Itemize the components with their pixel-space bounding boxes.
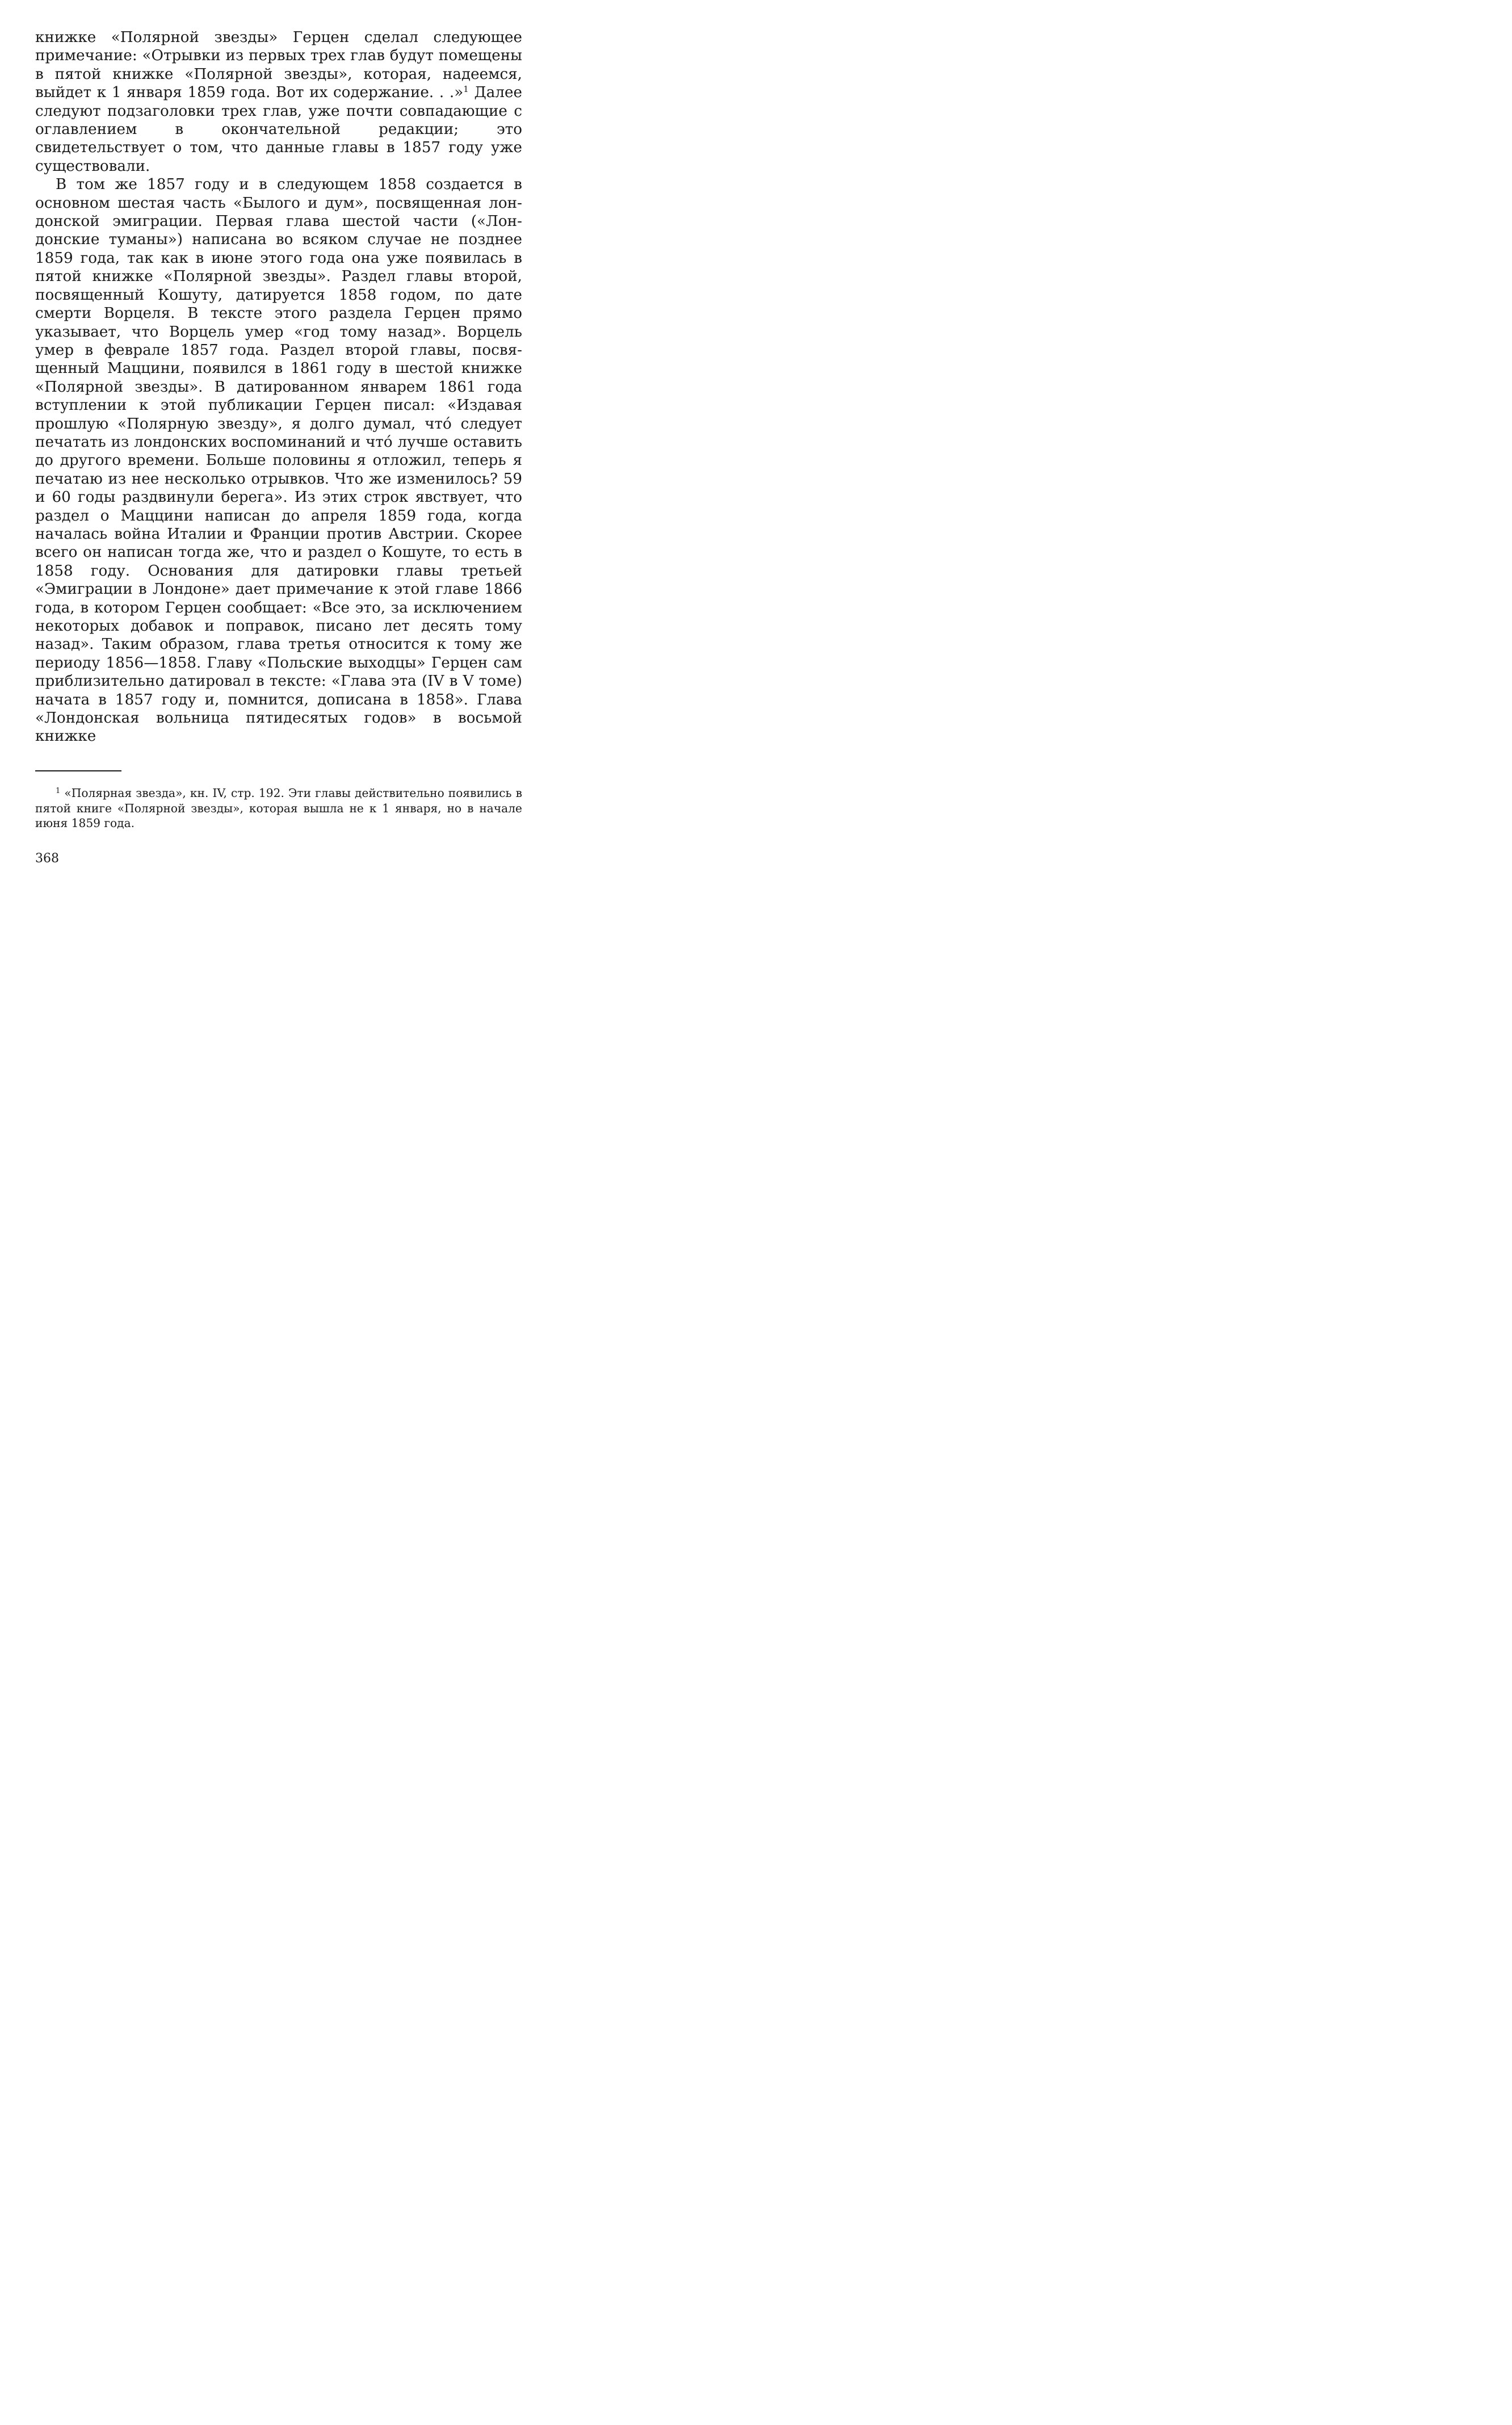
footnote-divider: [35, 770, 121, 771]
footnote-mark: 1: [56, 787, 61, 795]
page-number: 368: [35, 851, 59, 866]
paragraph-1-text-after-ref: Далее следуют подзаголовки трех глав, уже почти совпадающие с оглавлением в окончательной редакции; это свидетельствует о том, что данные главы в 1857 году уже существовали.: [35, 84, 523, 175]
main-text: [35, 28, 522, 746]
document-page: [35, 28, 522, 746]
footnote-reference: 1: [463, 84, 469, 95]
paragraph-2: В том же 1857 году и в следующем 1858 создается в основном шестая часть «Былого и дум», посвященная лондонской эмиграции. Первая глава шестой части («Лондонские туманы») написана во всяком случае не позднее 1859 года, так как в июне этого года она уже появилась в пятой книжке «Полярной звезды». Раздел главы второй, посвященный Кошуту, датируется 1858 годом, по дате смерти Ворцеля. В тексте этого раздела Герцен прямо указывает, что Ворцель умер «год тому назад». Ворцель умер в феврале 1857 года. Раздел второй главы, посвященный Маццини, появился в 1861 году в шестой книжке «Полярной звезды». В датированном январем 1861 года вступлении к этой публикации Герцен писал: «Издавая прошлую «Полярную звезду», я долго думал, что́ следует печатать из лондонских воспоминаний и что́ лучше оставить до другого времени. Больше половины я отложил, теперь я печатаю из нее несколько отрывков. Что же изменилось? 59 и 60 годы раздвинули берега». Из этих строк явствует, что раздел о Маццини написан до апреля 1859 года, когда началась война Италии и Франции против Австрии. Скорее всего он написан тогда же, что и раздел о Кошуте, то есть в 1858 году. Основания для датировки главы третьей «Эмиграции в Лондоне» дает примечание к этой главе 1866 года, в котором Герцен сообщает: «Все это, за исключением некоторых добавок и поправок, писано лет десять тому назад». Таким образом, глава третья относится к тому же периоду 1856—1858. Главу «Польские выходцы» Герцен сам приблизительно датировал в тексте: «Глава эта (IV в V томе) начата в 1857 году и, помнится, дописана в 1858». Глава «Лондонская вольница пятидесятых годов» в восьмой книжке: [35, 176, 522, 745]
paragraph-1-text-before-ref: книжке «Полярной звезды» Герцен сделал следующее примечание: «Отрывки из первых трех глав будут помещены в пятой книжке «Полярной звезды», которая, надеемся, выйдет к 1 января 1859 года. Вот их содержание. . .»: [35, 29, 522, 102]
paragraph-1: [35, 28, 522, 175]
footnote: [35, 786, 522, 831]
footnote-text: «Полярная звезда», кн. IV, стр. 192. Эти главы действительно появились в пятой книге «Полярной звезды», которая вышла не к 1 января, но в начале июня 1859 года.: [35, 786, 522, 830]
